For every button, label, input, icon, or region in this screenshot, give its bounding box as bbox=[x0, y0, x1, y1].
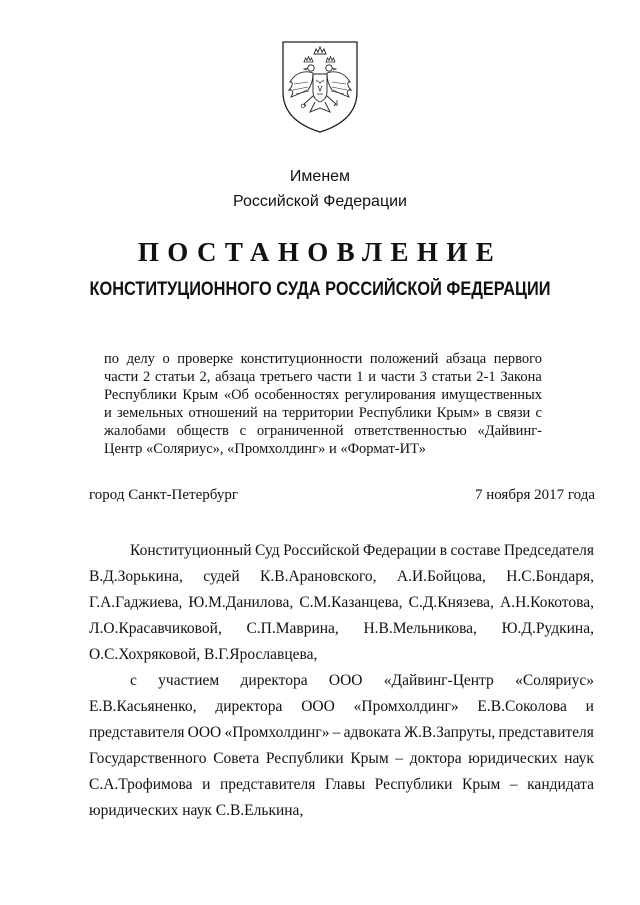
word: С.Д.Князева, bbox=[408, 594, 494, 611]
case-subject-line bbox=[104, 386, 542, 404]
word: Г.А.Гаджиева, bbox=[89, 594, 183, 611]
word: Совета bbox=[213, 750, 260, 767]
word: Российской bbox=[283, 542, 360, 559]
word: с bbox=[130, 672, 137, 689]
body-line bbox=[89, 775, 594, 795]
word: составе bbox=[450, 542, 501, 559]
word: Федерации bbox=[363, 542, 437, 559]
word: ограниченной bbox=[256, 423, 344, 439]
word: территории bbox=[282, 405, 354, 421]
word: «Промхолдинг» bbox=[353, 698, 459, 715]
body-line bbox=[130, 541, 594, 561]
word: по bbox=[104, 351, 120, 367]
in-the-name-of-label: Именем bbox=[289, 168, 351, 185]
word: Е.В.Касьяненко, bbox=[89, 698, 197, 715]
word: и bbox=[585, 698, 594, 715]
word: первого bbox=[493, 351, 542, 367]
word: с bbox=[535, 405, 542, 421]
double-headed-eagle-coat-of-arms-icon bbox=[280, 40, 360, 134]
word: юридических наук С.В.Елькина, bbox=[89, 802, 304, 819]
word: директора bbox=[215, 698, 283, 715]
word: связи bbox=[497, 405, 531, 421]
word: и bbox=[202, 776, 211, 793]
word: третьего bbox=[260, 369, 313, 385]
word: земельных bbox=[116, 405, 184, 421]
place-of-decision: город Санкт-Петербург bbox=[89, 487, 238, 503]
word: юридических bbox=[468, 750, 558, 767]
word: ответственностью bbox=[354, 423, 467, 439]
word: Республики bbox=[374, 776, 453, 793]
word: Конституционный bbox=[130, 542, 252, 559]
word: ООО bbox=[187, 724, 222, 741]
word: абзаца bbox=[445, 351, 487, 367]
word: о bbox=[162, 351, 170, 367]
word: «Соляриус» bbox=[515, 672, 594, 689]
word: 2-1 bbox=[476, 369, 496, 385]
word: делу bbox=[126, 351, 155, 367]
body-line bbox=[89, 749, 594, 769]
word: Крым bbox=[350, 750, 389, 767]
body-line bbox=[89, 801, 594, 821]
word: Крым» bbox=[436, 405, 480, 421]
word: 3 bbox=[419, 369, 428, 385]
word: части bbox=[317, 369, 352, 385]
word: абзаца bbox=[215, 369, 256, 385]
word: В.Д.Зорькина, bbox=[89, 568, 183, 585]
word: Республики bbox=[104, 387, 177, 403]
word: Суд bbox=[255, 542, 280, 559]
word: представителя bbox=[89, 724, 185, 741]
word: адвоката bbox=[343, 724, 401, 741]
word: – bbox=[332, 724, 341, 741]
decision-date: 7 ноября 2017 года bbox=[474, 487, 595, 503]
word: 2, bbox=[199, 369, 211, 385]
word: 1 bbox=[356, 369, 364, 385]
word: конституционности bbox=[240, 351, 363, 367]
word: представителя bbox=[498, 724, 594, 741]
word: А.И.Бойцова, bbox=[396, 568, 486, 585]
word: Закона bbox=[500, 369, 542, 385]
russian-federation-label: Российской Федерации bbox=[233, 193, 407, 210]
word: Республики bbox=[265, 750, 344, 767]
word: Ю.М.Данилова, bbox=[188, 594, 294, 611]
word: директора bbox=[240, 672, 308, 689]
word: – bbox=[395, 750, 404, 767]
word: Н.С.Бондаря, bbox=[506, 568, 594, 585]
body-line bbox=[89, 567, 594, 587]
word: судей bbox=[203, 568, 240, 585]
word: и bbox=[104, 405, 112, 421]
word: Главы bbox=[324, 776, 366, 793]
word: статьи bbox=[431, 369, 472, 385]
case-subject-line bbox=[104, 440, 542, 458]
word: Республики bbox=[358, 405, 432, 421]
word: Государственного bbox=[89, 750, 207, 767]
word: обществ bbox=[176, 423, 229, 439]
word: Крым bbox=[182, 387, 219, 403]
body-line bbox=[89, 723, 594, 743]
body-line bbox=[89, 645, 594, 665]
case-subject-line bbox=[104, 422, 542, 440]
body-line bbox=[89, 593, 594, 613]
word: участием bbox=[158, 672, 220, 689]
word: «Дайвинг- bbox=[477, 423, 542, 439]
word: С.П.Маврина, bbox=[246, 620, 339, 637]
word: ООО bbox=[301, 698, 335, 715]
word: жалобами bbox=[104, 423, 166, 439]
word: 2 bbox=[143, 369, 151, 385]
word: в bbox=[439, 542, 448, 559]
case-subject-line bbox=[104, 404, 542, 422]
word: на bbox=[263, 405, 278, 421]
word: А.Н.Кокотова, bbox=[500, 594, 594, 611]
word: «Промхолдинг» bbox=[224, 724, 330, 741]
word: С.М.Казанцева, bbox=[299, 594, 403, 611]
word: Ж.В.Запруты, bbox=[404, 724, 496, 741]
word: Е.В.Соколова bbox=[477, 698, 567, 715]
word: в bbox=[485, 405, 492, 421]
word: Крым bbox=[461, 776, 501, 793]
word: имущественных bbox=[441, 387, 542, 403]
word: проверке bbox=[177, 351, 234, 367]
word: К.В.Арановского, bbox=[260, 568, 377, 585]
body-line bbox=[130, 671, 594, 691]
case-subject-line bbox=[104, 368, 542, 386]
court-name-title: КОНСТИТУЦИОННОГО СУДА РОССИЙСКОЙ ФЕДЕРАЦИИ bbox=[89, 279, 551, 300]
word: отношений bbox=[188, 405, 258, 421]
word: О.С.Хохряковой, В.Г.Ярославцева, bbox=[89, 646, 318, 663]
document-type-title: ПОСТАНОВЛЕНИЕ bbox=[137, 237, 503, 267]
word: кандидата bbox=[527, 776, 594, 793]
word: части bbox=[380, 369, 416, 385]
word: «Дайвинг-Центр bbox=[383, 672, 494, 689]
word: Л.О.Красавчиковой, bbox=[89, 620, 222, 637]
case-subject-line bbox=[104, 350, 542, 368]
word: Центр «Соляриус», «Промхолдинг» и «Формат-ИТ» bbox=[104, 441, 426, 457]
word: наук bbox=[564, 750, 594, 767]
word: доктора bbox=[409, 750, 462, 767]
word: ООО bbox=[328, 672, 363, 689]
word: Ю.Д.Рудкина, bbox=[501, 620, 594, 637]
word: «Об bbox=[223, 387, 249, 403]
word: Председателя bbox=[503, 542, 594, 559]
word: представителя bbox=[219, 776, 316, 793]
word: – bbox=[509, 776, 518, 793]
word: положений bbox=[369, 351, 439, 367]
word: Н.В.Мельникова, bbox=[363, 620, 477, 637]
word: и bbox=[368, 369, 377, 385]
word: статьи bbox=[155, 369, 195, 385]
word: части bbox=[104, 369, 139, 385]
body-line bbox=[89, 697, 594, 717]
word: С.А.Трофимова bbox=[89, 776, 193, 793]
word: с bbox=[239, 423, 247, 439]
word: особенностях bbox=[254, 387, 340, 403]
body-line bbox=[89, 619, 594, 639]
word: регулирования bbox=[344, 387, 436, 403]
